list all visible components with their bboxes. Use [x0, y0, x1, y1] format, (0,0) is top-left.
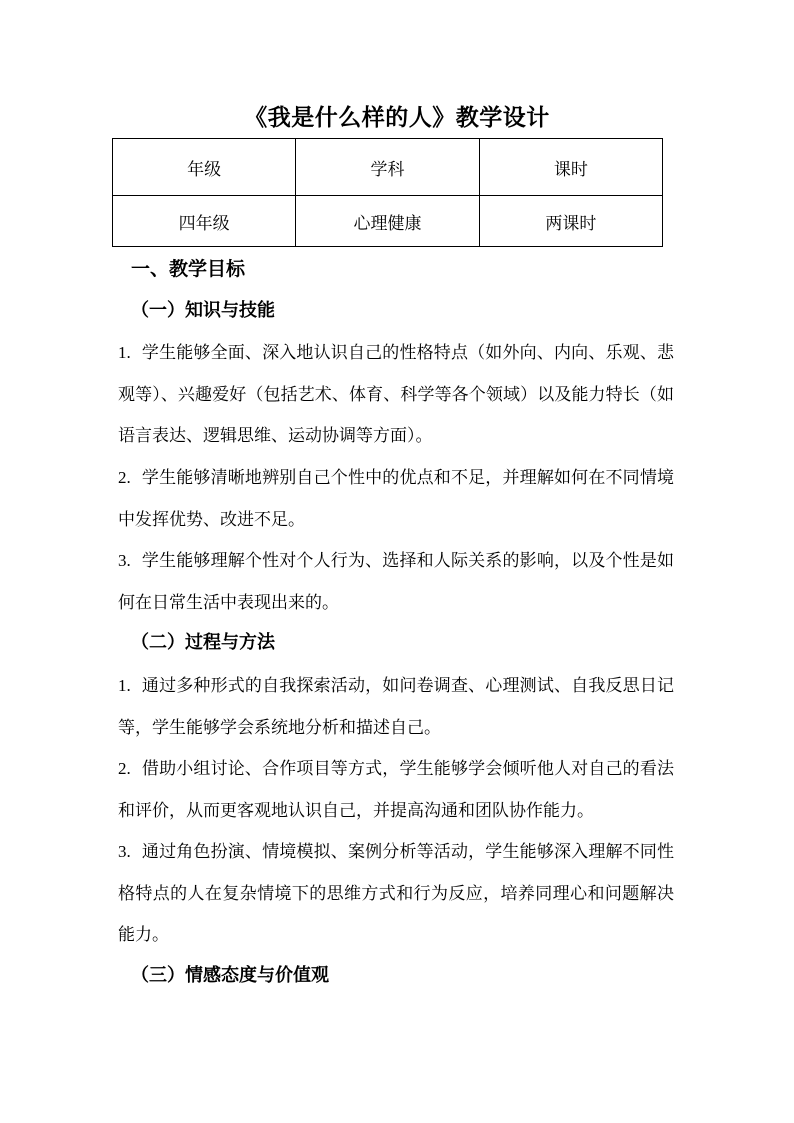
table-cell-grade-value: 四年级: [113, 196, 296, 247]
paragraph-text: 学生能够全面、深入地认识自己的性格特点（如外向、内向、乐观、悲观等）、兴趣爱好（包括艺术、体育、科学等各个领域）以及能力特长（如语言表达、逻辑思维、运动协调等方面）。: [118, 343, 675, 446]
section-heading-objectives: 一、教学目标: [131, 258, 246, 280]
paragraph-knowledge-3: [118, 540, 674, 624]
paragraph-number: 2.: [118, 468, 131, 487]
paragraph-text: 借助小组讨论、合作项目等方式，学生能够学会倾听他人对自己的看法和评价，从而更客观地认识自己，并提高沟通和团队协作能力。: [118, 759, 675, 821]
table-cell-hours-value: 两课时: [479, 196, 662, 247]
paragraph-text: 学生能够清晰地辨别自己个性中的优点和不足，并理解如何在不同情境中发挥优势、改进不足。: [118, 468, 675, 530]
paragraph-knowledge-2: [118, 457, 674, 541]
paragraph-text: 学生能够理解个性对个人行为、选择和人际关系的影响，以及个性是如何在日常生活中表现出来的。: [118, 551, 675, 613]
table-cell-subject-value: 心理健康: [296, 196, 479, 247]
paragraph-text: 通过多种形式的自我探索活动，如问卷调查、心理测试、自我反思日记等，学生能够学会系统地分析和描述自己。: [118, 676, 675, 738]
document-title: 《我是什么样的人》教学设计: [244, 105, 550, 131]
paragraph-process-2: [118, 748, 674, 832]
paragraph-number: 3.: [118, 551, 131, 570]
table-cell-hours-header: 课时: [479, 139, 662, 196]
table-header-row: [113, 139, 663, 196]
paragraph-process-1: [118, 665, 674, 749]
table-cell-subject-header: 学科: [296, 139, 479, 196]
paragraph-process-3: [118, 831, 674, 957]
paragraph-number: 1.: [118, 343, 131, 362]
table-cell-grade-header: 年级: [113, 139, 296, 196]
paragraph-text: 通过角色扮演、情境模拟、案例分析等活动，学生能够深入理解不同性格特点的人在复杂情境下的思维方式和行为反应，培养同理心和问题解决能力。: [118, 842, 675, 945]
paragraph-knowledge-1: [118, 332, 674, 458]
table-value-row: [113, 196, 663, 247]
course-info-table: [112, 138, 663, 247]
paragraph-number: 3.: [118, 842, 131, 861]
subsection-heading-knowledge-skills: （一）知识与技能: [131, 300, 275, 321]
paragraph-number: 1.: [118, 676, 131, 695]
subsection-heading-process-methods: （二）过程与方法: [131, 632, 275, 653]
subsection-heading-emotions-values: （三）情感态度与价值观: [131, 965, 329, 986]
paragraph-number: 2.: [118, 759, 131, 778]
